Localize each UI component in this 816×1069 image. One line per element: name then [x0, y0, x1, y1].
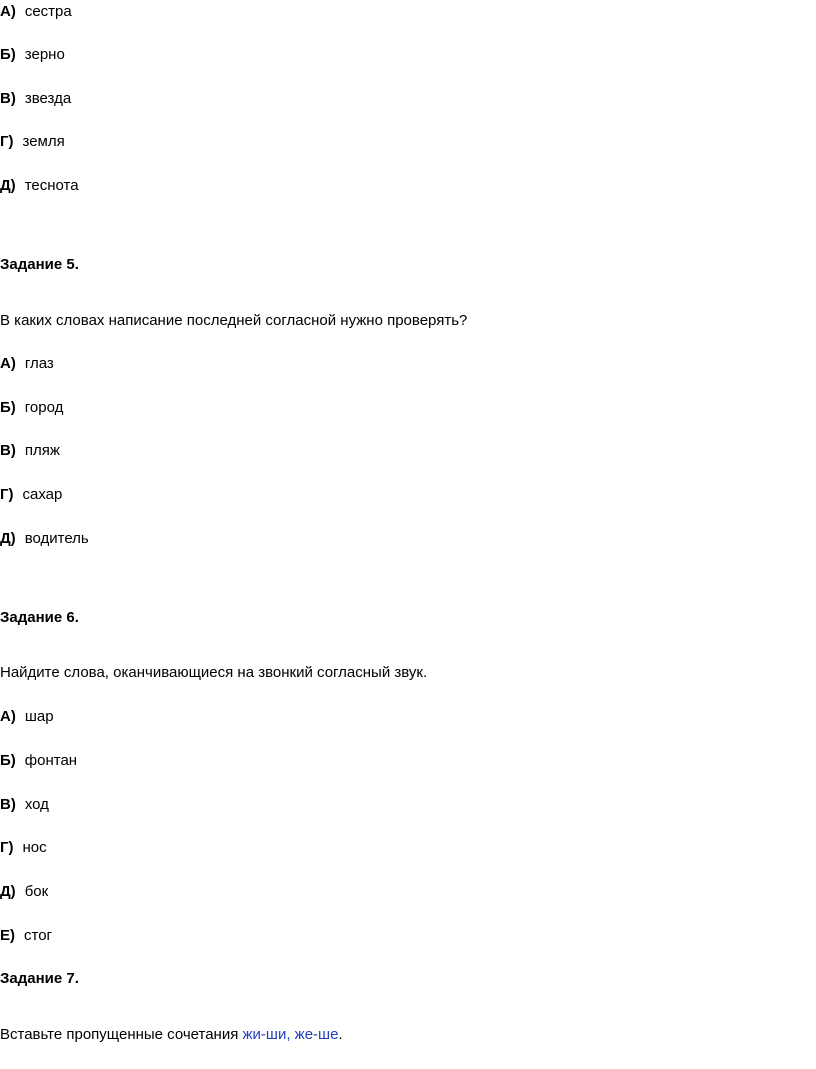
option-v: [0, 441, 60, 461]
option-d: [0, 176, 79, 196]
option-letter: Г): [0, 133, 14, 150]
option-v: [0, 795, 49, 815]
option-g: [0, 132, 65, 152]
option-word: земля: [22, 133, 65, 150]
option-b: [0, 398, 63, 418]
option-word: звезда: [24, 90, 72, 107]
option-a: [0, 2, 72, 22]
task-5-heading: Задание 5.: [0, 256, 79, 273]
option-word: сестра: [24, 3, 72, 20]
option-letter: Д): [0, 530, 16, 547]
option-d: [0, 882, 48, 902]
option-g: [0, 838, 47, 858]
option-letter: А): [0, 708, 16, 725]
task-6-heading: Задание 6.: [0, 609, 79, 626]
option-letter: Б): [0, 46, 16, 63]
option-word: теснота: [24, 177, 79, 194]
option-word: стог: [24, 927, 53, 944]
option-word: глаз: [24, 355, 54, 372]
task-6-question: Найдите слова, оканчивающиеся на звонкий согласный звук.: [0, 664, 428, 681]
option-a: [0, 707, 54, 727]
option-b: [0, 45, 65, 65]
task-7-question-suffix: .: [338, 1026, 343, 1043]
task-7-question-prefix: Вставьте пропущенные сочетания: [0, 1026, 243, 1043]
option-word: ход: [24, 796, 49, 813]
option-letter: Б): [0, 399, 16, 416]
option-b: [0, 751, 77, 771]
task-7-question: [0, 1025, 343, 1045]
option-v: [0, 89, 71, 109]
option-g: [0, 485, 62, 505]
option-word: пляж: [24, 442, 60, 459]
option-word: город: [24, 399, 64, 416]
option-a: [0, 354, 54, 374]
task-7-heading: Задание 7.: [0, 970, 79, 987]
option-letter: Д): [0, 883, 16, 900]
option-letter: В): [0, 90, 16, 107]
option-e: [0, 926, 52, 946]
option-word: водитель: [24, 530, 89, 547]
option-letter: В): [0, 796, 16, 813]
option-word: фонтан: [24, 752, 78, 769]
option-d: [0, 529, 89, 549]
task-7-question-highlight: жи-ши, же-ше: [242, 1026, 339, 1043]
option-word: зерно: [24, 46, 65, 63]
option-word: сахар: [22, 486, 63, 503]
option-letter: Г): [0, 486, 14, 503]
option-letter: А): [0, 355, 16, 372]
option-letter: Е): [0, 927, 15, 944]
option-letter: В): [0, 442, 16, 459]
option-word: бок: [24, 883, 49, 900]
option-letter: Д): [0, 177, 16, 194]
option-word: шар: [24, 708, 54, 725]
option-letter: А): [0, 3, 16, 20]
option-word: нос: [22, 839, 47, 856]
option-letter: Б): [0, 752, 16, 769]
task-5-question: В каких словах написание последней согласной нужно проверять?: [0, 312, 468, 329]
option-letter: Г): [0, 839, 14, 856]
